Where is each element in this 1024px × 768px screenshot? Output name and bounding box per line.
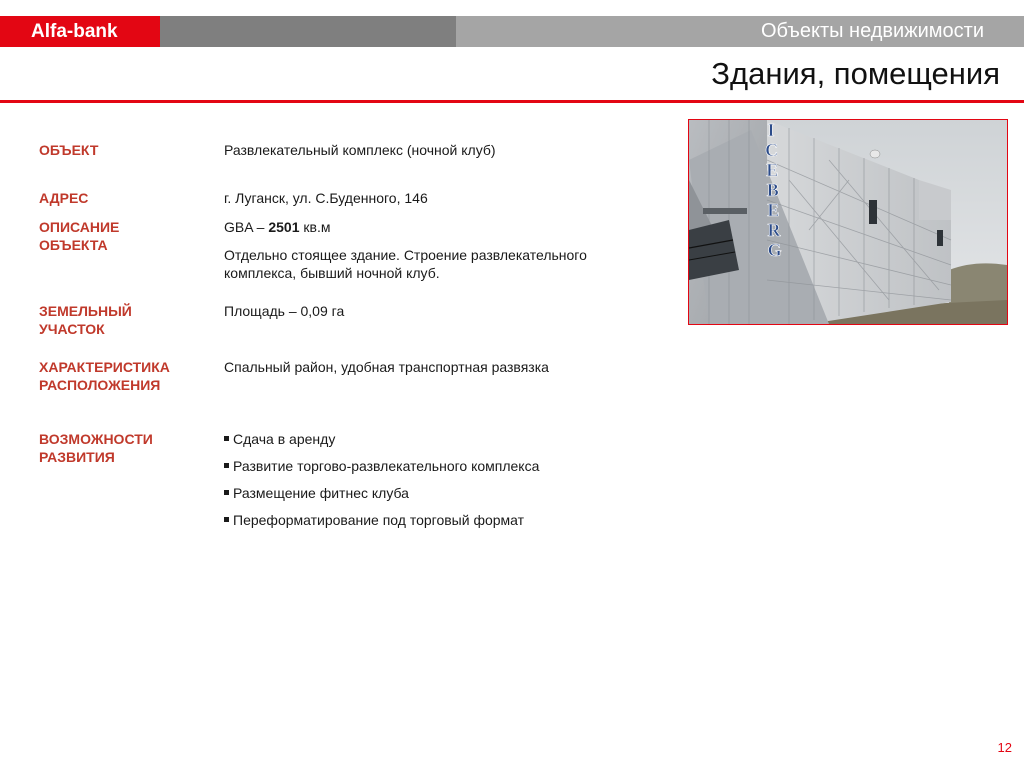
sign-letter: G: [767, 240, 782, 260]
bullet-icon: [224, 517, 229, 522]
title-divider: [0, 100, 1024, 103]
sign-letter: I: [767, 120, 775, 140]
development-item-text: Развитие торгово-развлекательного комплекса: [233, 458, 540, 474]
sign-letter: R: [767, 220, 781, 240]
building-illustration: [689, 120, 1007, 324]
label-development-line1: ВОЗМОЖНОСТИ: [39, 431, 153, 447]
value-object: Развлекательный комплекс (ночной клуб): [224, 142, 496, 158]
gba-value: 2501: [268, 219, 300, 235]
value-gba: [224, 218, 644, 236]
development-item-text: Переформатирование под торговый формат: [233, 512, 525, 528]
development-item: [224, 457, 539, 475]
development-item: [224, 430, 335, 448]
label-land-line1: ЗЕМЕЛЬНЫЙ: [39, 303, 132, 319]
gba-unit: кв.м: [299, 219, 331, 235]
sign-letter: B: [766, 180, 779, 200]
label-description-line2: ОБЪЕКТА: [39, 237, 108, 253]
header-dark-segment: [160, 16, 456, 47]
label-description-line1: ОПИСАНИЕ: [39, 219, 120, 235]
label-location-line1: ХАРАКТЕРИСТИКА: [39, 359, 170, 375]
label-development-line2: РАЗВИТИЯ: [39, 449, 115, 465]
bullet-icon: [224, 490, 229, 495]
gba-prefix: GBA –: [224, 219, 269, 235]
building-photo: [688, 119, 1008, 325]
sign-letter: C: [765, 140, 779, 160]
description-line2: комплекса, бывший ночной клуб.: [224, 265, 440, 281]
value-description: [224, 246, 644, 282]
label-location-line2: РАСПОЛОЖЕНИЯ: [39, 377, 161, 393]
label-address: АДРЕС: [39, 190, 89, 206]
label-object: ОБЪЕКТ: [39, 142, 99, 158]
development-item: [224, 511, 524, 529]
development-item-text: Сдача в аренду: [233, 431, 336, 447]
brand-logo: [0, 16, 160, 47]
label-location: [39, 358, 170, 394]
development-item-text: Размещение фитнес клуба: [233, 485, 409, 501]
label-development: [39, 430, 153, 466]
development-item: [224, 484, 409, 502]
label-description: [39, 218, 119, 254]
page-number: 12: [997, 740, 1012, 755]
brand-logo-text: Alfa-bank: [31, 20, 118, 42]
bullet-icon: [224, 463, 229, 468]
page-title: Здания, помещения: [711, 56, 1000, 91]
sign-letter: E: [767, 200, 780, 220]
value-location: Спальный район, удобная транспортная развязка: [224, 359, 549, 375]
value-land: Площадь – 0,09 га: [224, 303, 345, 319]
section-title: Объекты недвижимости: [761, 20, 984, 42]
value-address: г. Луганск, ул. С.Буденного, 146: [224, 190, 428, 206]
label-land: [39, 302, 132, 338]
sign-letter: E: [766, 160, 779, 180]
label-land-line2: УЧАСТОК: [39, 321, 105, 337]
bullet-icon: [224, 436, 229, 441]
description-line1: Отдельно стоящее здание. Строение развлекательного: [224, 247, 587, 263]
